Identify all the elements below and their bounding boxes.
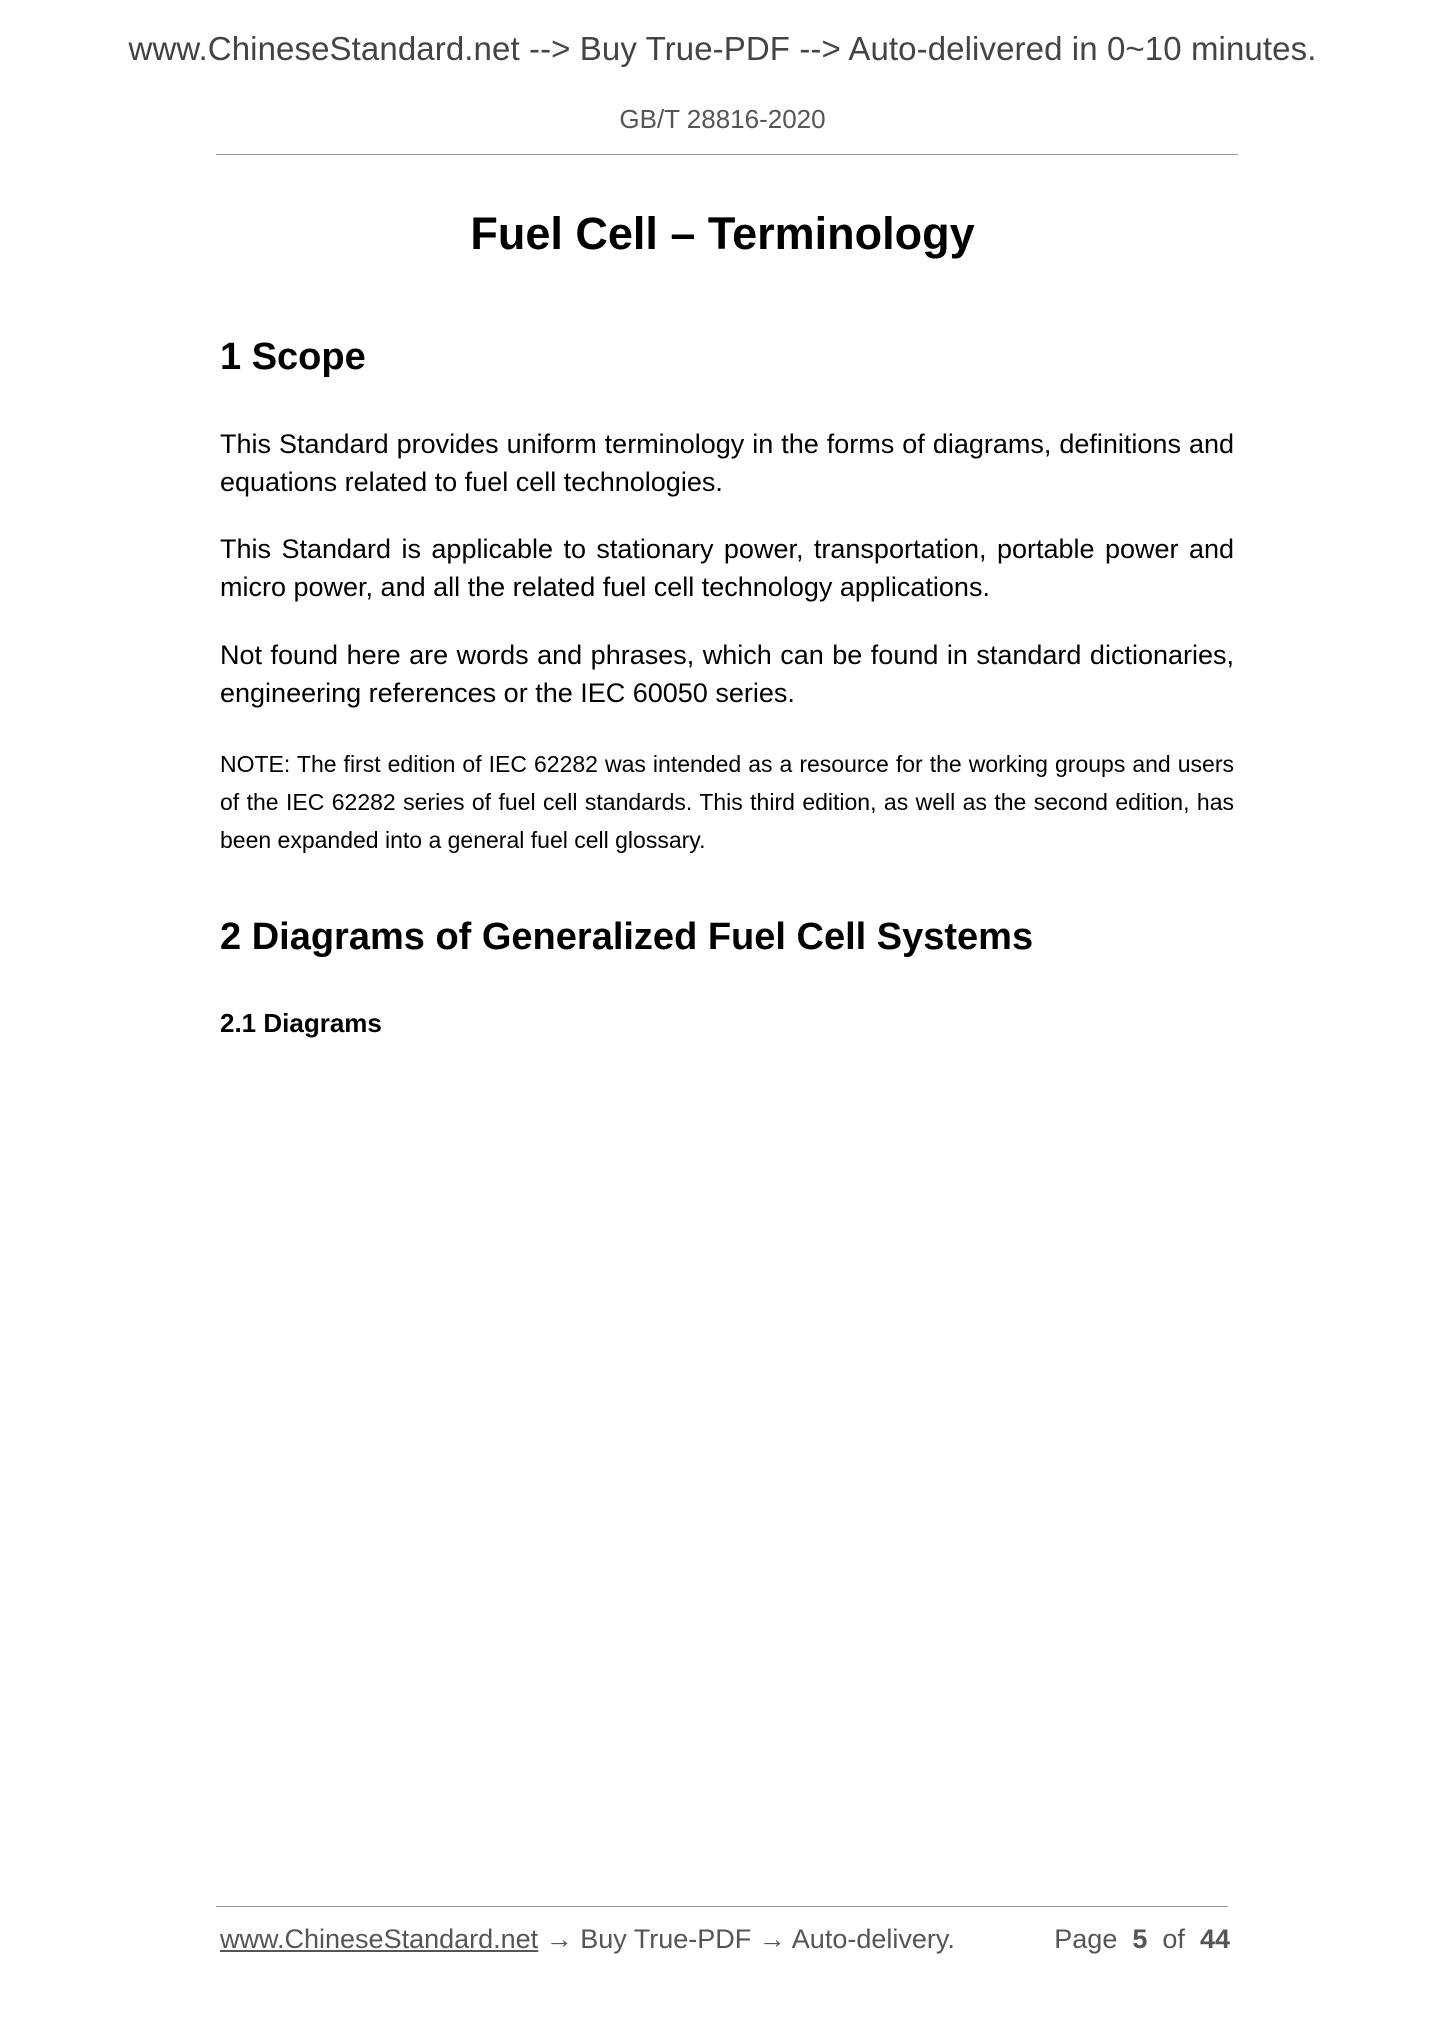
- section-heading-diagrams: 2 Diagrams of Generalized Fuel Cell Systems: [220, 916, 1034, 958]
- page-label: Page: [1054, 1924, 1118, 1954]
- subsection-heading-diagrams: 2.1 Diagrams: [220, 1008, 382, 1038]
- arrow-right-icon: →: [758, 1924, 786, 1954]
- footer-delivery-text: Auto-delivery.: [791, 1924, 955, 1954]
- page-current: 5: [1132, 1924, 1148, 1954]
- top-banner: www.ChineseStandard.net --> Buy True-PDF --> Auto-delivered in 0~10 minutes.: [128, 30, 1317, 67]
- scope-paragraph: Not found here are words and phrases, which can be found in standard dictionaries, engineering references or the IEC 60050 series.: [220, 640, 1234, 708]
- footer-website-link[interactable]: www.ChineseStandard.net: [220, 1924, 539, 1954]
- footer-left-group: [220, 1924, 955, 1955]
- section-heading-scope: 1 Scope: [220, 336, 366, 378]
- standard-code: GB/T 28816-2020: [619, 104, 826, 134]
- page-of-label: of: [1162, 1924, 1185, 1954]
- arrow-right-icon: →: [545, 1924, 573, 1954]
- page-footer: [220, 1924, 1230, 1964]
- scope-paragraph: This Standard provides uniform terminology in the forms of diagrams, definitions and equations related to fuel cell technologies.: [220, 429, 1234, 497]
- scope-note: NOTE: The first edition of IEC 62282 was intended as a resource for the working groups and users of the IEC 62282 series of fuel cell standards. This third edition, as well as the second edition, has been expanded into a general fuel cell glossary.: [220, 751, 1234, 853]
- document-title: Fuel Cell – Terminology: [470, 208, 975, 259]
- page-number: [1054, 1924, 1230, 1955]
- footer-divider: [216, 1906, 1228, 1907]
- page-total: 44: [1199, 1924, 1230, 1954]
- footer-buy-text: Buy True-PDF: [580, 1924, 752, 1954]
- header-divider: [216, 154, 1238, 155]
- scope-paragraph: This Standard is applicable to stationary power, transportation, portable power and micro power, and all the related fuel cell technology applications.: [220, 534, 1234, 602]
